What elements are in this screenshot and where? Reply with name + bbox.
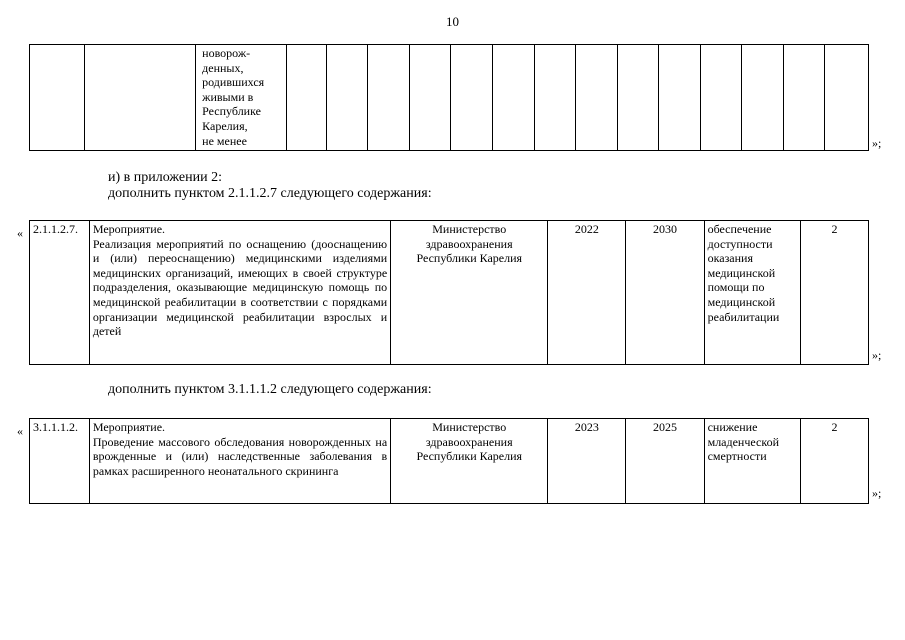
item-number: 2.1.1.2.7. — [30, 221, 90, 365]
program-row-3-1-1-1-2 — [29, 418, 869, 504]
table-cell — [30, 45, 85, 151]
table-cell — [617, 45, 659, 151]
table-cell — [742, 45, 784, 151]
executor-cell: Министерство здравоохранения Республики Карелия — [391, 221, 548, 365]
table-cell — [84, 45, 195, 151]
activity-cell — [89, 221, 390, 365]
table-cell — [659, 45, 701, 151]
table-cell — [368, 45, 410, 151]
table-cell — [492, 45, 534, 151]
table-cell — [287, 45, 327, 151]
program-row-2-1-1-2-7 — [29, 220, 869, 365]
indicator-value: 2 — [800, 419, 868, 504]
indicator-name-cell: новорож- денных, родившихся живыми в Республике Карелия, не менее — [196, 45, 287, 151]
section-instruction: дополнить пунктом 2.1.1.2.7 следующего содержания: — [108, 186, 432, 201]
top-table — [29, 44, 869, 151]
activity-description: Реализация мероприятий по оснащению (дооснащению и (или) переоснащению) медицинскими изделиями медицинских организаций, имеющих в своей структуре подразделения, оказывающие медицинскую помощь по медицинской реабилитации в соответствии с порядками организации медицинской реабилитации взрослых и детей — [92, 236, 388, 339]
activity-cell — [89, 419, 390, 504]
activity-title: Мероприятие. — [92, 222, 166, 236]
start-year: 2023 — [548, 419, 626, 504]
open-quote-mark: « — [17, 424, 23, 438]
section-heading: и) в приложении 2: — [108, 170, 222, 185]
executor-cell: Министерство здравоохранения Республики Карелия — [391, 419, 548, 504]
table-cell — [326, 45, 368, 151]
activity-title: Мероприятие. — [92, 420, 166, 434]
indicator-value: 2 — [800, 221, 868, 365]
table-cell — [825, 45, 869, 151]
table-cell — [409, 45, 451, 151]
end-year: 2030 — [626, 221, 704, 365]
result-cell: обеспечение доступности оказания медицинской помощи по медицинской реабилитации — [704, 221, 800, 365]
table-cell — [576, 45, 618, 151]
page-number: 10 — [446, 14, 459, 29]
table-cell — [534, 45, 576, 151]
section-instruction: дополнить пунктом 3.1.1.1.2 следующего содержания: — [108, 382, 432, 397]
item-number: 3.1.1.1.2. — [30, 419, 90, 504]
result-cell: снижение младенческой смертности — [704, 419, 800, 504]
table-cell — [783, 45, 825, 151]
table-cell — [451, 45, 493, 151]
start-year: 2022 — [548, 221, 626, 365]
end-year: 2025 — [626, 419, 704, 504]
open-quote-mark: « — [17, 226, 23, 240]
activity-description: Проведение массового обследования новорожденных на врожденные и (или) наследственные заболевания в рамках расширенного неонатального скрининга — [92, 434, 388, 478]
close-quote-mark: »; — [872, 136, 882, 150]
close-quote-mark: »; — [872, 486, 882, 500]
close-quote-mark: »; — [872, 348, 882, 362]
table-cell — [700, 45, 742, 151]
